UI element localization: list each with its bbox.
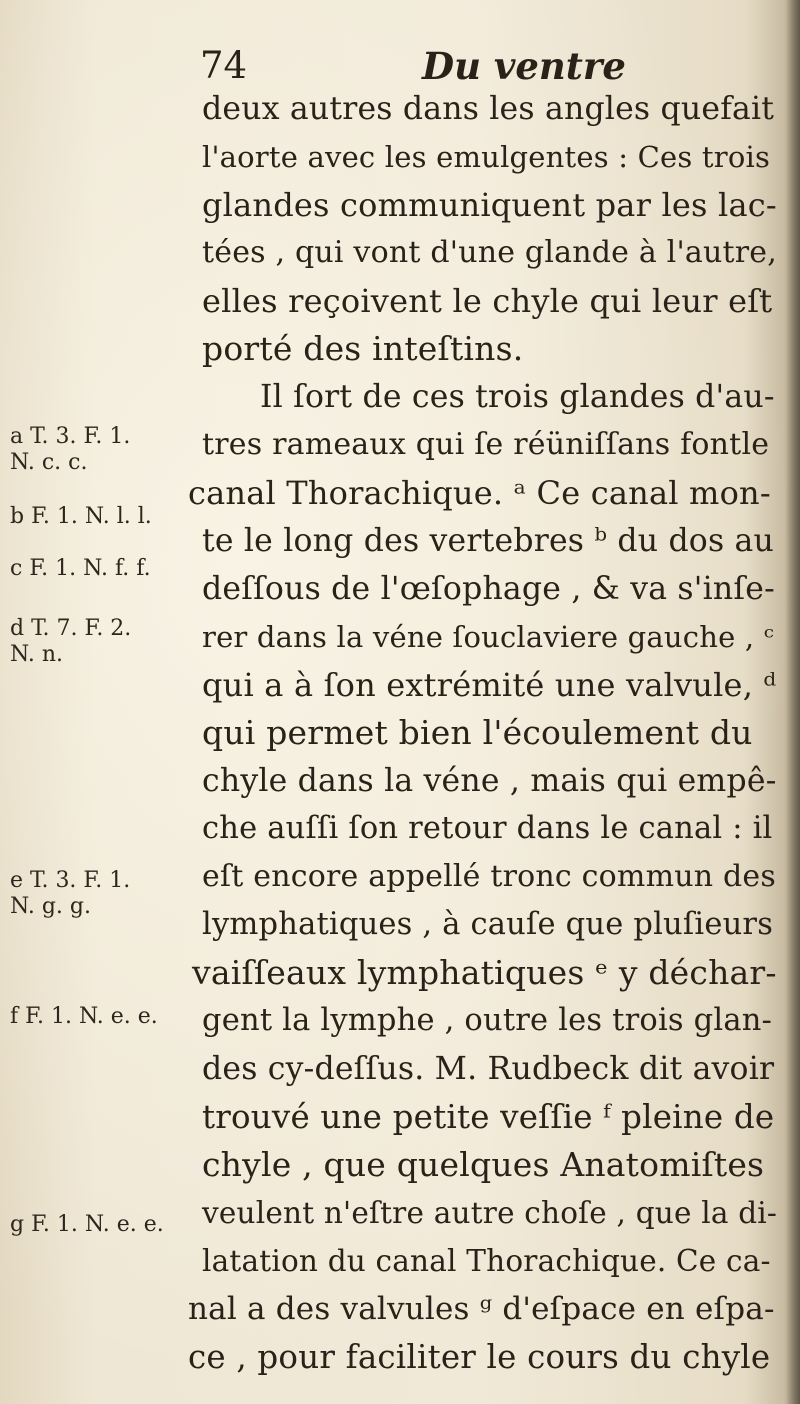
text-line: tres rameaux qui ſe réüniſſans fontle xyxy=(202,427,770,462)
text-line: tées , qui vont d'une glande à l'autre, xyxy=(202,235,777,270)
margin-note: f F. 1. N. e. e. xyxy=(10,1004,158,1029)
running-head: Du ventre xyxy=(422,44,626,88)
text-line: gent la lymphe , outre les trois glan- xyxy=(202,1003,773,1038)
text-line: ce , pour faciliter le cours du chyle xyxy=(188,1338,771,1376)
text-line: lymphatiques , à cauſe que pluſieurs xyxy=(202,907,774,942)
margin-note: d T. 7. F. 2. xyxy=(10,616,132,641)
text-line: l'aorte avec les emulgentes : Ces trois xyxy=(202,140,771,174)
text-line: te le long des vertebres ᵇ du dos au xyxy=(202,523,775,559)
text-line: rer dans la véne ſouclaviere gauche , ᶜ xyxy=(202,620,774,654)
margin-note: e T. 3. F. 1. xyxy=(10,868,131,893)
text-line: qui permet bien l'écoulement du xyxy=(202,713,753,752)
text-line: chyle , que quelques Anatomiſtes xyxy=(202,1145,765,1184)
text-line: deſſous de l'œſophage , & va s'inſe- xyxy=(202,571,775,607)
text-line: Il ſort de ces trois glandes d'au- xyxy=(260,379,775,415)
margin-note: c F. 1. N. f. f. xyxy=(10,556,151,581)
margin-note: b F. 1. N. l. l. xyxy=(10,504,152,529)
text-line: che auſſi ſon retour dans le canal : il xyxy=(202,811,773,846)
text-line: latation du canal Thorachique. Ce ca- xyxy=(202,1244,771,1278)
margin-note: a T. 3. F. 1. xyxy=(10,424,131,449)
text-line: qui a à ſon extrémité une valvule, ᵈ xyxy=(202,666,777,704)
text-line: vaiſſeaux lymphatiques ᵉ y déchar- xyxy=(192,953,777,992)
margin-note: N. g. g. xyxy=(10,894,91,919)
margin-note: N. n. xyxy=(10,642,63,667)
text-line: trouvé une petite veſſie ᶠ pleine de xyxy=(202,1098,775,1136)
page-gutter-shadow xyxy=(786,0,800,1404)
text-line: canal Thorachique. ᵃ Ce canal mon- xyxy=(188,474,771,512)
text-line: porté des inteſtins. xyxy=(202,329,524,368)
text-line: elles reçoivent le chyle qui leur eſt xyxy=(202,282,773,320)
text-line: des cy-deſſus. M. Rudbeck dit avoir xyxy=(202,1051,775,1087)
margin-note: g F. 1. N. e. e. xyxy=(10,1212,164,1237)
text-line: eſt encore appellé tronc commun des xyxy=(202,859,776,894)
text-line: chyle dans la véne , mais qui empê- xyxy=(202,763,777,799)
text-line: nal a des valvules ᵍ d'eſpace en eſpa- xyxy=(188,1291,775,1327)
text-line: veulent n'eſtre autre choſe , que la di- xyxy=(202,1196,778,1230)
text-line: glandes communiquent par les lac- xyxy=(202,186,777,224)
text-line: deux autres dans les angles quefait xyxy=(202,91,775,127)
margin-note: N. c. c. xyxy=(10,450,88,475)
page-number: 74 xyxy=(200,44,248,87)
